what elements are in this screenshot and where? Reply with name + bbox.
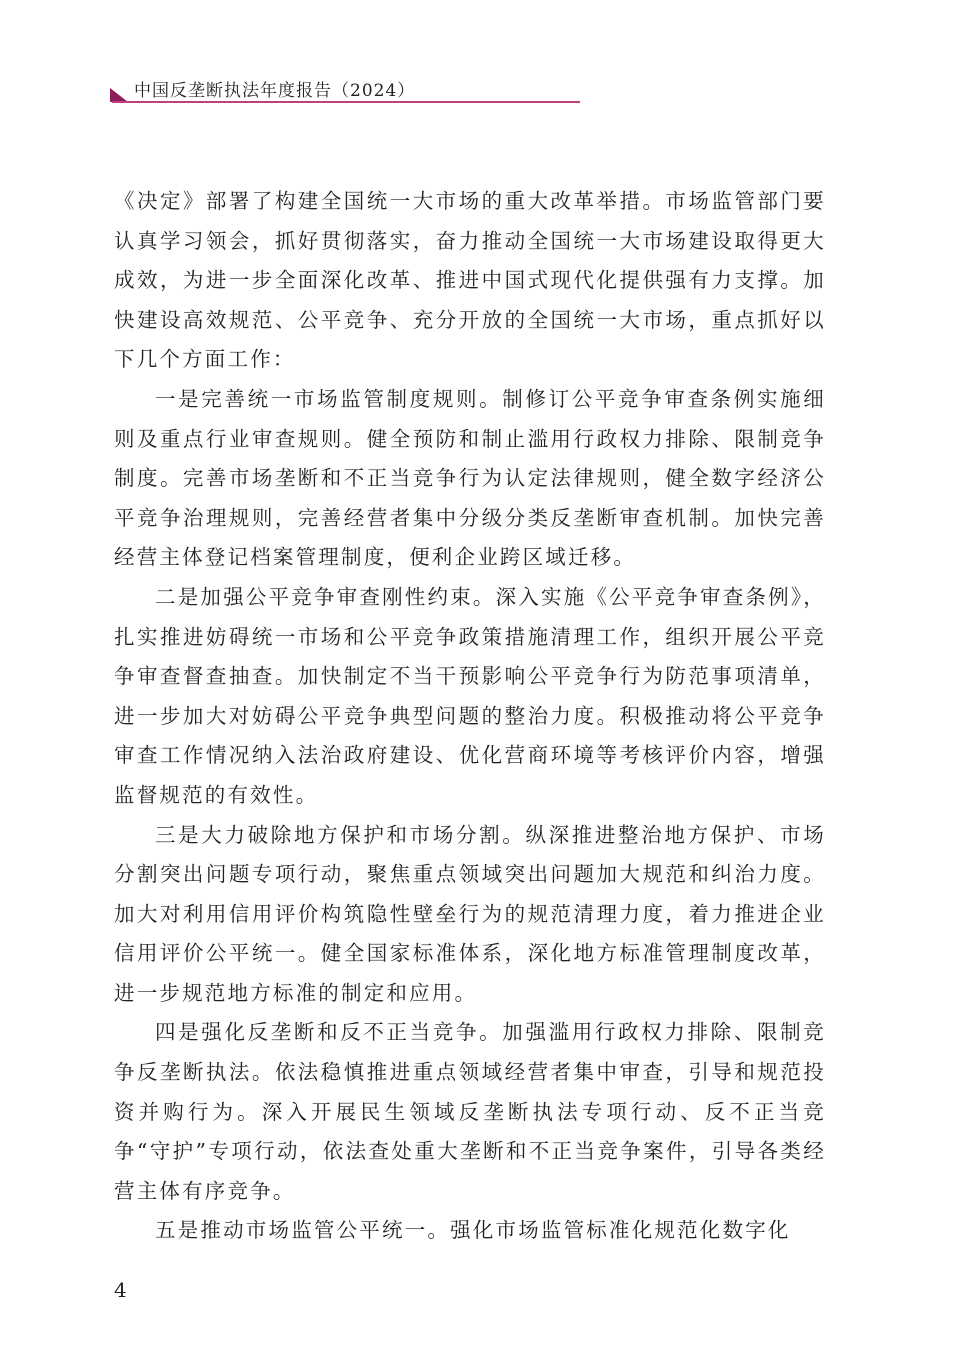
paragraph-point-2: 二是加强公平竞争审查刚性约束。深入实施《公平竞争审查条例》，扎实推进妨碍统一市场和公平竞争政策措施清理工作，组织开展公平竞争审查督查抽查。加快制定不当干预影响公平竞争行为防范事项清单，进一步加大对妨碍公平竞争典型问题的整治力度。积极推动将公平竞争审查工作情况纳入法治政府建设、优化营商环境等考核评价内容，增强监督规范的有效性。 [114,584,826,807]
paragraph-intro: 《决定》部署了构建全国统一大市场的重大改革举措。市场监管部门要认真学习领会，抓好贯彻落实，奋力推动全国统一大市场建设取得更大成效，为进一步全面深化改革、推进中国式现代化提供强有力支撑。加快建设高效规范、公平竞争、充分开放的全国统一大市场，重点抓好以下几个方面工作： [114,189,826,372]
page-number: 4 [114,1278,127,1302]
paragraph-point-3: 三是大力破除地方保护和市场分割。纵深推进整治地方保护、市场分割突出问题专项行动，聚焦重点领域突出问题加大规范和纠治力度。加大对利用信用评价构筑隐性壁垒行为的规范清理力度，着力推进企业信用评价公平统一。健全国家标准体系，深化地方标准管理制度改革，进一步规范地方标准的制定和应用。 [114,822,826,1005]
paragraph-point-5: 五是推动市场监管公平统一。强化市场监管标准化规范化数字化 [155,1218,791,1243]
body-text [114,182,826,1251]
header-title: 中国反垄断执法年度报告（2024） [134,81,416,101]
header-rule [112,101,580,103]
running-header [0,0,960,120]
paragraph-point-1: 一是完善统一市场监管制度规则。制修订公平竞争审查条例实施细则及重点行业审查规则。健全预防和制止滥用行政权力排除、限制竞争制度。完善市场垄断和不正当竞争行为认定法律规则，健全数字经济公平竞争治理规则，完善经营者集中分级分类反垄断审查机制。加快完善经营主体登记档案管理制度，便利企业跨区域迁移。 [114,386,826,570]
header-triangle-marker [110,88,128,102]
paragraph-point-4: 四是强化反垄断和反不正当竞争。加强滥用行政权力排除、限制竞争反垄断执法。依法稳慎推进重点领域经营者集中审查，引导和规范投资并购行为。深入开展民生领域反垄断执法专项行动、反不正当竞争“守护”专项行动，依法查处重大垄断和不正当竞争案件，引导各类经营主体有序竞争。 [114,1020,826,1203]
